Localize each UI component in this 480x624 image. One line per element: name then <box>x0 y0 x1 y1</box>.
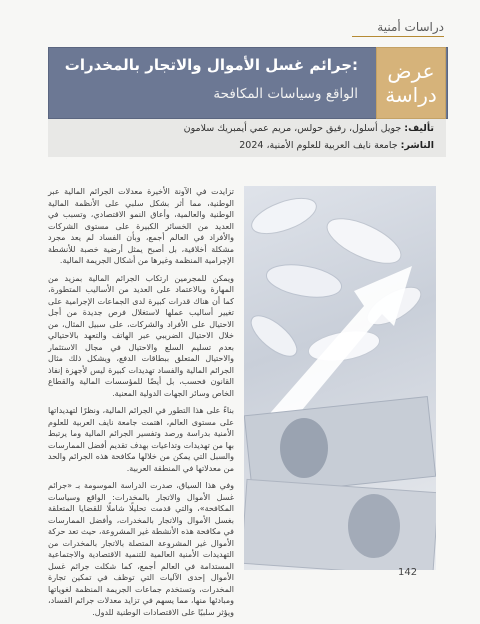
meta-box <box>48 119 446 157</box>
publisher-value: جامعة نايف العربية للعلوم الأمنية، 2024 <box>239 140 398 151</box>
banknote-portrait <box>348 494 400 558</box>
pill-shape <box>247 191 320 241</box>
publisher-label: الناشر: <box>400 140 434 151</box>
badge-line-1: عرض <box>387 59 435 83</box>
section-rule <box>352 36 444 37</box>
pills-banknotes-illustration <box>244 186 436 570</box>
author-label: تأليف: <box>404 123 434 134</box>
pill-shape <box>321 210 407 273</box>
article-subtitle: الواقع وسياسات المكافحة <box>213 86 358 102</box>
body-paragraph-1: تزايدت في الآونة الأخيرة معدلات الجرائم المالية عبر الوطنية، مما أثر بشكل سلبي على الأنظمة المالية الوطنية والعالمية، وأعاق النمو الاقتصادي، وتسبب في العديد من الخسائر الكبيرة على مستوى الشركات والأفراد في العالم أجمع، وبأن الفساد لم يعد مجرد مشكلة أخلاقية، بل أصبح يمثل أرضية خصبة للأنشطة الإجرامية المنظمة وغيرها من أشكال الجريمة المالية. <box>48 187 234 265</box>
body-paragraph-2: ويمكن للمجرمين ارتكاب الجرائم المالية بمزيد من المهارة وبالاعتماد على العديد من الأساليب المتطورة، كما أن هناك قدرات كبيرة لدى الجماعات الإجرامية على تغيير أساليب عملها لاستغلال فرص جديدة من أجل الاحتيال على الأفراد والشركات، على سبيل المثال، من خلال الاحتيال الضريبي عبر الهاتف والتعهد بالاحتيالي بعدم تسليم السلع والاحتيال في مجال الاستثمار والاحتيال المتعلق ببطاقات الدفع، ويشكل ذلك مثال الجرائم المالية والفساد تهديدات كبيرة ليس لأجهزة إنفاذ القانون فحسب، بل أيضًا للمؤسسات المالية والقطاع الخاص وسائر الجهات الدولية المعنية. <box>48 273 234 398</box>
page-number: 142 <box>398 567 418 578</box>
pill-shape <box>245 309 303 363</box>
body-paragraph-3: بناءً على هذا التطور في الجرائم المالية، ونظرًا لتهديداتها على مستوى العالم، اهتمت جامعة نايف العربية للعلوم الأمنية بدراسة ورصد وتفسير الجرائم المالية وما يرتبط بها من تهديدات وتداعيات بهدف تقديم أفضل الممارسات والسبل التي يمكن من خلالها مكافحة هذه الجرائم والحد من معدلاتها في المنطقة العربية. <box>48 406 234 473</box>
author-line <box>54 123 434 134</box>
article-image <box>244 186 436 570</box>
body-paragraph-4: وفي هذا السياق، صدرت الدراسة الموسومة بـ «جرائم غسل الأموال والاتجار بالمخدرات: الواقع وسياسات المكافحة»، والتي قدمت تحليلًا شاملًا للقضايا المتعلقة بغسل الأموال والاتجار بالمخدرات، وأفضل الممارسات في مكافحة هذه الأنشطة غير المشروعة، حيث تعد حركة الأموال غير المشروعة المتصلة بالاتجار بالمخدرات من التهديدات الأمنية العالمية للتنمية الاقتصادية والاجتماعية المستدامة في العالم أجمع، كما شكلت جرائم غسل الأموال إحدى الآليات التي توظف في تمكين تجارة المخدرات، وتستخدم جماعات الجريمة المنظمة لغوياتها ومبادئها منها، مما يسهم في تزايد معدلات جرائم الفساد، ويؤثر سلبيًا على الاقتصادات الوطنية للدول. <box>48 481 234 617</box>
section-label: دراسات أمنية <box>377 20 444 34</box>
header-badge <box>376 47 446 119</box>
pill-shape <box>264 260 344 303</box>
publisher-line <box>54 140 434 151</box>
banknote-portrait <box>280 418 328 478</box>
banknote <box>244 479 436 570</box>
article-title: جرائم غسل الأموال والاتجار بالمخدرات: <box>64 56 358 74</box>
author-value: جويل أسلول، رفيق حولس، مريم عمي أيمبريك سلامون <box>183 123 402 134</box>
article-body <box>48 186 234 624</box>
badge-line-2: دراسة <box>385 83 437 107</box>
